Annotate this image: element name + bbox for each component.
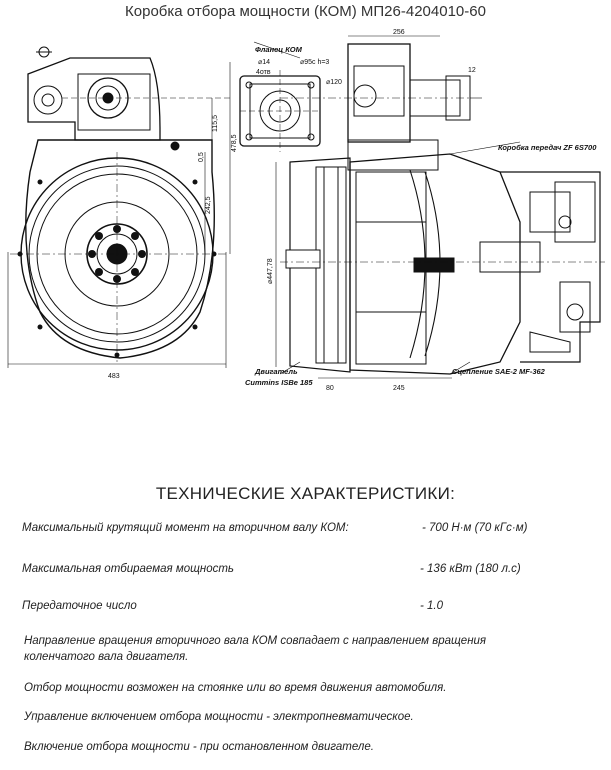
dim-95: ⌀95с h=3 [300,59,330,66]
spec-label-power: Максимальная отбираемая мощность [22,563,234,575]
spec-value-torque: - 700 Н·м (70 кГс·м) [422,522,528,534]
dim-242-5: 242,5 [205,196,212,214]
dim-245: 245 [393,385,405,392]
technical-drawing [0,22,611,394]
dim-0-5: 0,5 [198,152,205,162]
dim-4otv: 4отв [256,69,271,76]
engine-label-1: Двигатель [255,367,298,376]
dim-12: 12 [468,67,476,74]
dim-14: ⌀14 [258,59,271,66]
dim-483: 483 [108,373,120,380]
page-title: Коробка отбора мощности (КОМ) МП26-4204010-60 [125,3,486,20]
dim-478-5: 478,5 [231,134,238,152]
front-view [8,47,232,368]
spec-label-torque: Максимальный крутящий момент на вторичном валу КОМ: [22,522,349,534]
flange-detail [240,70,320,152]
dim-447-78: ⌀447,78 [267,258,274,284]
flange-label: Фланец КОМ [255,45,302,54]
gearbox-label: Коробка передач ZF 6S700 [498,143,597,152]
spec-label-ratio: Передаточное число [22,600,137,612]
note-operation: Отбор мощности возможен на стоянке или во время движения автомобиля. [24,682,447,694]
dim-256: 256 [393,29,405,36]
dim-80: 80 [326,385,334,392]
spec-value-power: - 136 кВт (180 л.с) [420,563,521,575]
clutch-label: Сцепление SAE-2 MF-362 [452,367,545,376]
engine-label-2: Cummins ISBe 185 [245,378,313,387]
note-control: Управление включением отбора мощности - электропневматическое. [24,711,414,723]
specs-heading: ТЕХНИЧЕСКИЕ ХАРАКТЕРИСТИКИ: [155,484,456,503]
dim-115-5: 115,5 [212,115,219,132]
spec-value-ratio: - 1.0 [420,600,444,612]
side-view [254,36,605,378]
note-rotation-2: коленчатого вала двигателя. [24,651,189,663]
dim-120: ⌀120 [326,79,342,86]
note-engagement: Включение отбора мощности - при остановленном двигателе. [24,741,374,753]
note-rotation-1: Направление вращения вторичного вала КОМ совпадает с направлением вращения [24,635,487,647]
